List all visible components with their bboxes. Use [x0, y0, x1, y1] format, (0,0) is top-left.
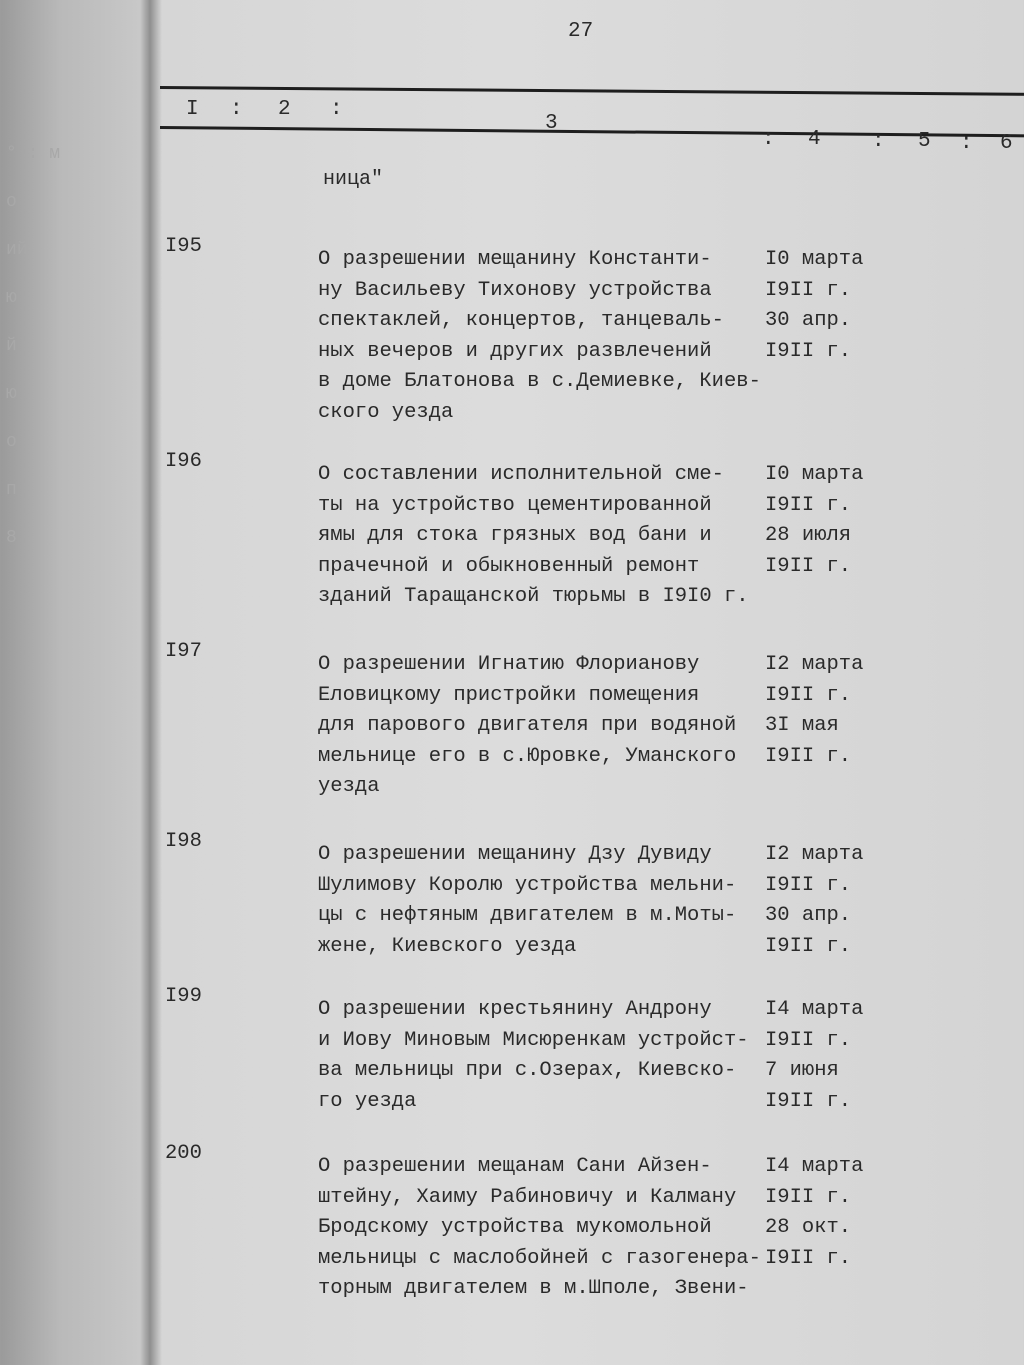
- entry-number: I98: [165, 830, 202, 853]
- date-line: I9II г.: [765, 1028, 852, 1052]
- description-line: цы с нефтяным двигателем в м.Моты-: [318, 904, 737, 927]
- column-separator: :: [960, 132, 973, 155]
- description-line: мельницы с маслобойней с газогенера-: [318, 1246, 761, 1270]
- column-header-3: 3: [545, 112, 558, 135]
- column-header-1: I: [186, 98, 199, 121]
- description-line: ну Васильеву Тихонову устройства: [318, 278, 712, 302]
- entry-number: 200: [165, 1142, 202, 1165]
- previous-page-bleed: ° : м о ий ю й ю о п 8: [6, 144, 61, 548]
- description-line: жене, Киевского уезда: [318, 934, 577, 958]
- page-number: 27: [568, 20, 594, 43]
- entry-description: [318, 840, 736, 962]
- date-line: I4 марта: [765, 1155, 864, 1178]
- entry-dates: [765, 840, 863, 962]
- date-line: I9II г.: [765, 278, 852, 302]
- description-line: Шулимову Королю устройства мельни-: [318, 873, 737, 897]
- description-line: ского уезда: [318, 400, 454, 424]
- description-line: спектаклей, концертов, танцеваль-: [318, 309, 724, 332]
- continuation-text: ница": [323, 168, 384, 191]
- date-line: I9II г.: [765, 493, 852, 517]
- entry-dates: [765, 995, 863, 1117]
- header-rule-top: [160, 86, 1024, 96]
- date-line: I9II г.: [765, 873, 852, 897]
- date-line: I0 марта: [765, 463, 864, 486]
- entry-number: I97: [165, 640, 202, 663]
- date-line: 28 окт.: [765, 1216, 852, 1239]
- entry-description: [318, 650, 736, 803]
- description-line: прачечной и обыкновенный ремонт: [318, 554, 700, 578]
- description-line: штейну, Хаиму Рабиновичу и Калману: [318, 1185, 737, 1209]
- column-separator: :: [762, 128, 775, 151]
- entry-number: I99: [165, 985, 202, 1008]
- date-line: I9II г.: [765, 1246, 852, 1270]
- entry-number: I96: [165, 450, 202, 473]
- date-line: I9II г.: [765, 934, 852, 958]
- date-line: I4 марта: [765, 998, 864, 1021]
- date-line: 3I мая: [765, 714, 839, 737]
- description-line: О разрешении Игнатию Флорианову: [318, 653, 700, 676]
- description-line: в доме Блатонова в с.Демиевке, Киев-: [318, 370, 761, 393]
- description-line: мельнице его в с.Юровке, Уманского: [318, 744, 737, 768]
- column-separator: :: [872, 130, 885, 153]
- entry-dates: [765, 460, 863, 582]
- date-line: 28 июля: [765, 524, 852, 547]
- entry-description: [318, 1152, 761, 1305]
- description-line: Бродскому устройства мукомольной: [318, 1216, 712, 1239]
- description-line: О разрешении мещанину Дзу Дувиду: [318, 843, 712, 866]
- entry-dates: [765, 1152, 863, 1274]
- description-line: торным двигателем в м.Шполе, Звени-: [318, 1277, 749, 1300]
- date-line: I9II г.: [765, 744, 852, 768]
- entry-description: [318, 995, 749, 1117]
- column-header-5: 5: [918, 130, 931, 153]
- entry-description: [318, 245, 761, 428]
- column-separator: :: [230, 98, 243, 121]
- description-line: зданий Таращанской тюрьмы в I9I0 г.: [318, 585, 749, 608]
- column-header-6: 6: [1000, 132, 1013, 155]
- header-rule-bottom: [160, 126, 1024, 137]
- description-line: ных вечеров и других развлечений: [318, 339, 712, 363]
- entry-dates: [765, 245, 863, 367]
- description-line: О составлении исполнительной сме-: [318, 463, 724, 486]
- date-line: 30 апр.: [765, 904, 852, 927]
- description-line: ты на устройство цементированной: [318, 493, 712, 517]
- date-line: I9II г.: [765, 683, 852, 707]
- date-line: I2 марта: [765, 843, 864, 866]
- description-line: О разрешении мещанину Константи-: [318, 248, 712, 271]
- description-line: и Иову Миновым Мисюренкам устройст-: [318, 1028, 749, 1052]
- date-line: I2 марта: [765, 653, 864, 676]
- date-line: I0 марта: [765, 248, 864, 271]
- date-line: I9II г.: [765, 554, 852, 578]
- date-line: I9II г.: [765, 339, 852, 363]
- date-line: I9II г.: [765, 1089, 852, 1113]
- column-header-4: 4: [808, 128, 821, 151]
- description-line: ямы для стока грязных вод бани и: [318, 524, 712, 547]
- date-line: I9II г.: [765, 1185, 852, 1209]
- description-line: для парового двигателя при водяной: [318, 714, 737, 737]
- description-line: О разрешении крестьянину Андрону: [318, 998, 712, 1021]
- date-line: 7 июня: [765, 1059, 839, 1082]
- description-line: О разрешении мещанам Сани Айзен-: [318, 1155, 712, 1178]
- column-header-2: 2: [278, 98, 291, 121]
- entry-number: I95: [165, 235, 202, 258]
- description-line: ва мельницы при с.Озерах, Киевско-: [318, 1059, 737, 1082]
- entry-description: [318, 460, 749, 613]
- date-line: 30 апр.: [765, 309, 852, 332]
- description-line: уезда: [318, 775, 380, 798]
- description-line: го уезда: [318, 1089, 417, 1113]
- entry-dates: [765, 650, 863, 772]
- column-separator: :: [330, 98, 343, 121]
- description-line: Еловицкому пристройки помещения: [318, 683, 700, 707]
